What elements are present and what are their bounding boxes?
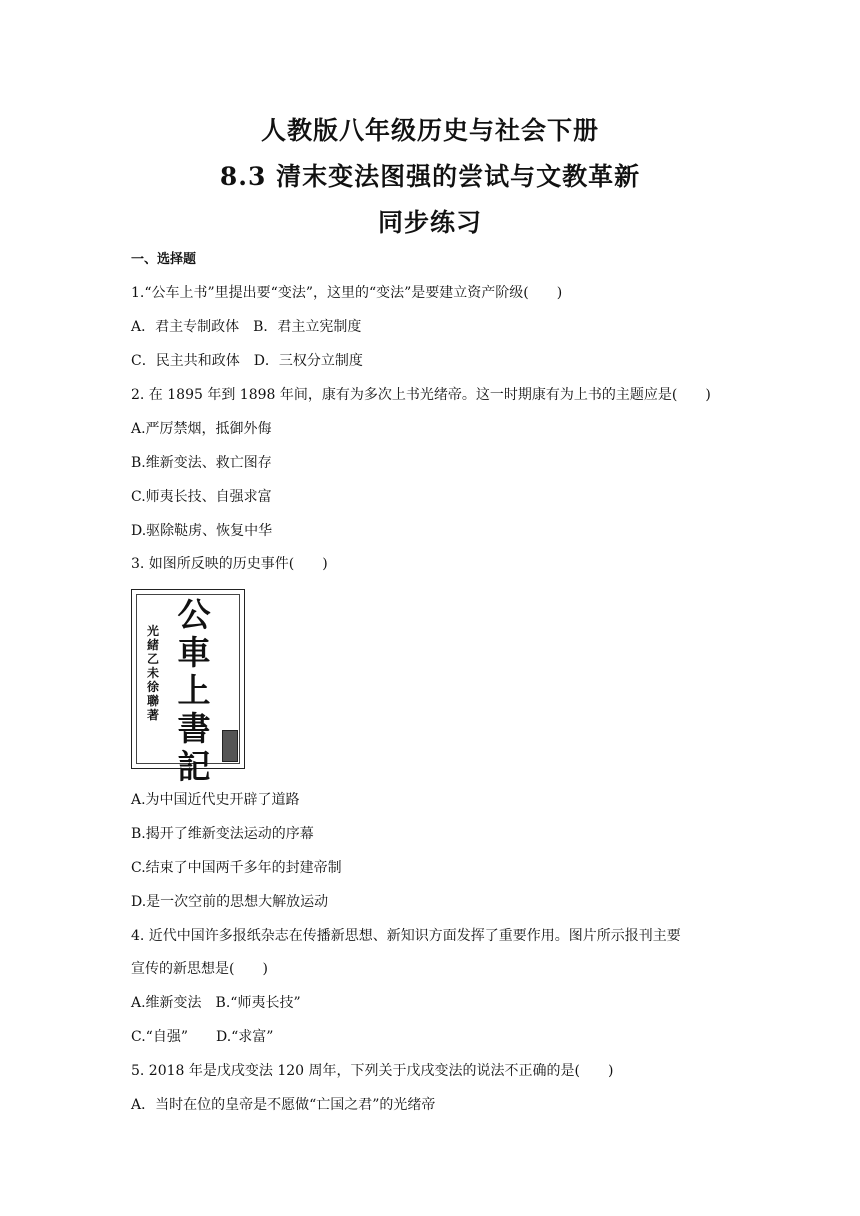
question-3-option-a: A.为中国近代史开辟了道路 [131,792,300,808]
book-cover-side-char: 緒 [146,638,159,652]
book-cover-side-char: 徐 [146,680,159,694]
book-cover-main-char: 書 [177,709,211,748]
question-3-option-b: B.揭开了维新变法运动的序幕 [131,826,314,842]
book-cover-seal-stamp [222,730,238,762]
book-cover-side-text [146,624,160,722]
question-2-option-a: A.严厉禁烟，抵御外侮 [131,421,272,437]
section-label: 一、选择题 [131,252,197,267]
book-cover-main-char: 公 [177,595,211,634]
question-5-stem: 5. 2018 年是戊戌变法 120 周年，下列关于戊戌变法的说法不正确的是( ) [131,1063,614,1079]
book-cover-side-char: 未 [146,666,159,680]
question-1-option-ab: A．君主专制政体 B．君主立宪制度 [131,319,362,335]
question-2-option-d: D.驱除鞑虏、恢复中华 [131,523,273,539]
question-4-stem-line1: 4. 近代中国许多报纸杂志在传播新思想、新知识方面发挥了重要作用。图片所示报刊主要 [131,928,681,944]
book-cover-main-char: 車 [177,633,211,672]
exercise-title: 同步练习 [377,208,482,237]
book-cover-side-char: 光 [146,624,159,638]
question-2-stem: 2. 在 1895 年到 1898 年间，康有为多次上书光绪帝。这一时期康有为上书的主题应是( ) [131,387,711,403]
book-cover-side-char: 著 [146,708,159,722]
question-2-option-c: C.师夷长技、自强求富 [131,489,272,505]
question-4-option-ab: A.维新变法 B.“师夷长技” [131,995,301,1011]
book-cover-main-char: 記 [177,747,211,786]
question-2-option-b: B.维新变法、救亡图存 [131,455,272,471]
question-3-option-c: C.结束了中国两千多年的封建帝制 [131,860,342,876]
book-cover-main-title [174,596,214,786]
document-title: 人教版八年级历史与社会下册 [260,116,599,145]
lesson-title: 8.3 清末变法图强的尝试与文教革新 [219,162,641,191]
book-cover-side-char: 聯 [146,694,159,708]
book-cover-figure [131,589,245,786]
question-4-option-cd: C.“自强” D.“求富” [131,1029,274,1045]
question-3-stem: 3. 如图所反映的历史事件( ) [131,556,328,572]
book-cover-main-char: 上 [177,671,211,710]
question-1-stem: 1.“公车上书”里提出要“变法”，这里的“变法”是要建立资产阶级( ) [131,285,563,301]
question-1-option-cd: C．民主共和政体 D．三权分立制度 [131,353,363,369]
question-3-option-d: D.是一次空前的思想大解放运动 [131,894,329,910]
question-4-stem-line2: 宣传的新思想是( ) [131,961,268,977]
book-cover-side-char: 乙 [146,652,159,666]
question-5-option-a: A．当时在位的皇帝是不愿做“亡国之君”的光绪帝 [131,1097,436,1113]
